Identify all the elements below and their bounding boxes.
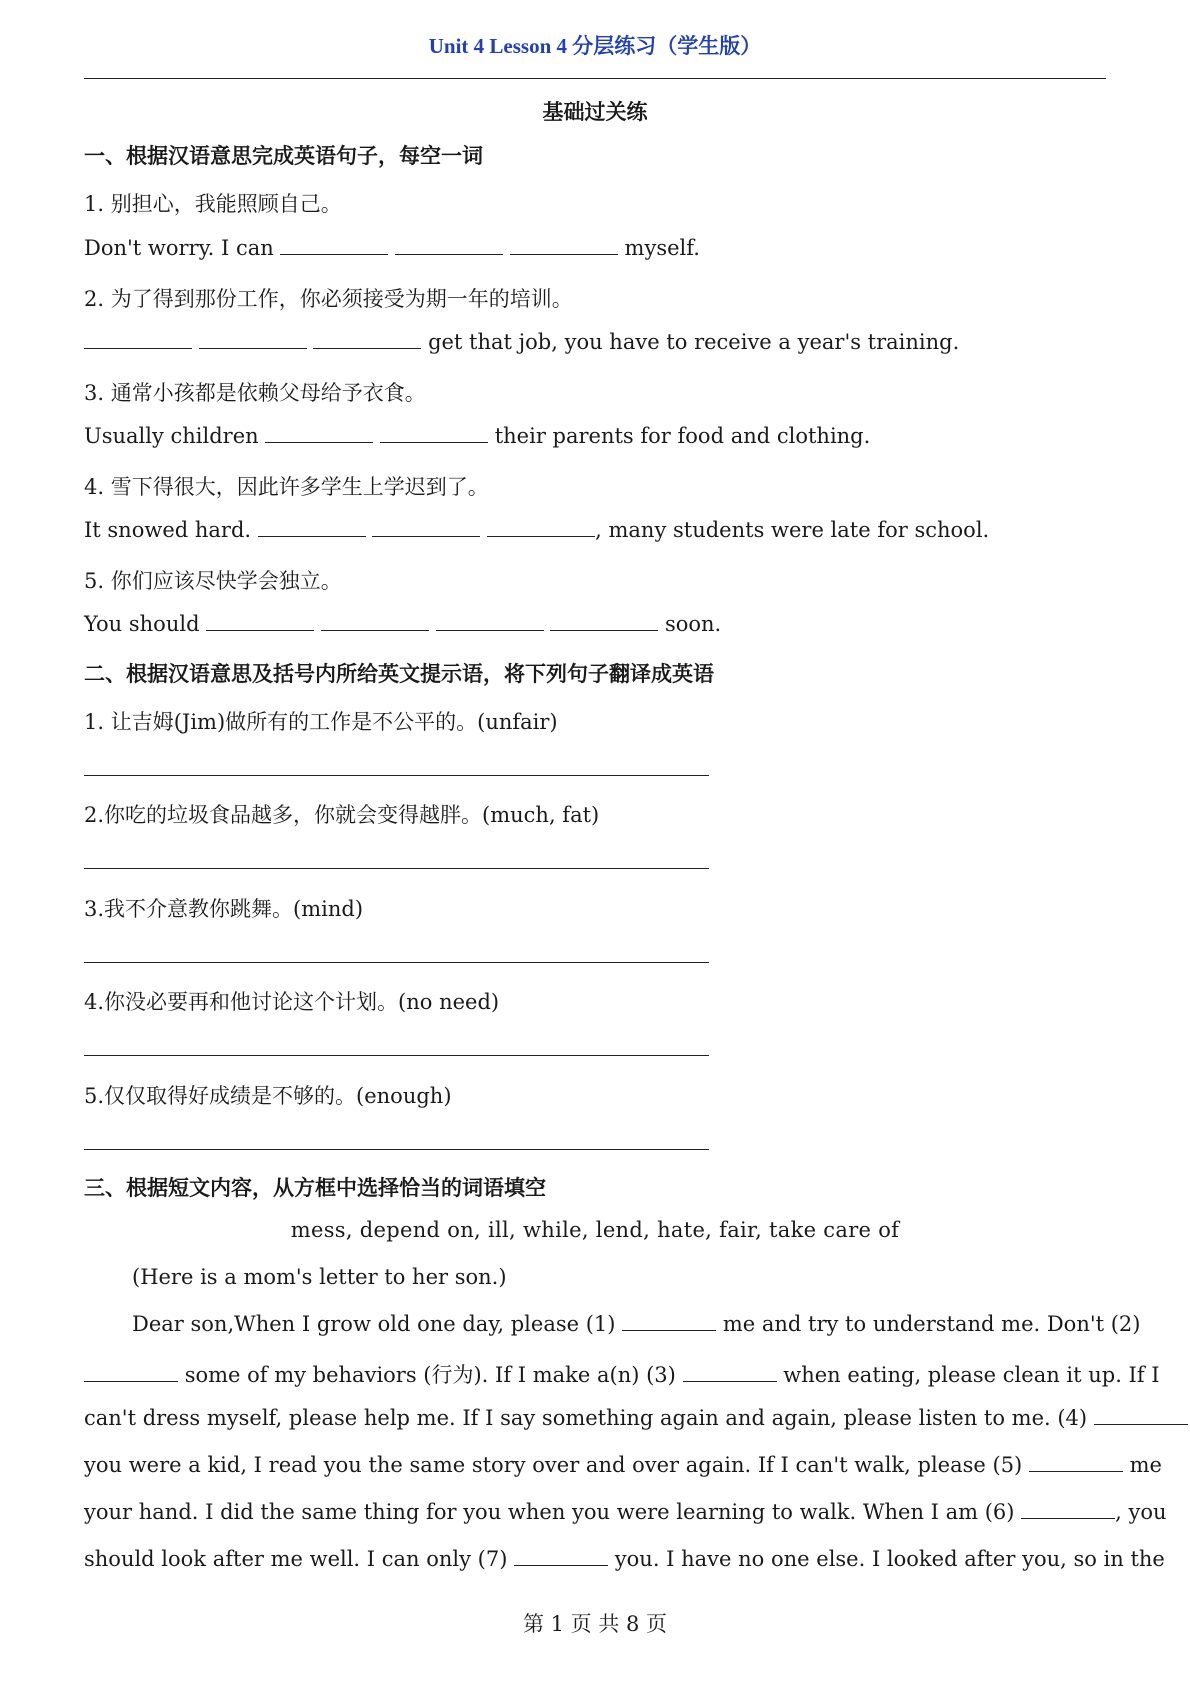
passage-line-5 xyxy=(84,1500,1167,1524)
passage-line-1 xyxy=(132,1312,1140,1336)
answer-blank[interactable] xyxy=(258,520,366,537)
answer-blank[interactable] xyxy=(436,614,544,631)
passage-text: your hand. I did the same thing for you when you were learning to walk. When I am (6) xyxy=(84,1500,1015,1524)
answer-blank[interactable] xyxy=(84,332,192,349)
passage-text: you. I have no one else. I looked after you, so in the xyxy=(614,1547,1165,1571)
s1-q1-post: myself. xyxy=(624,236,700,260)
answer-blank[interactable] xyxy=(487,520,595,537)
header-title: Unit 4 Lesson 4 分层练习（学生版） xyxy=(428,34,762,58)
answer-line[interactable] xyxy=(84,868,709,869)
s1-q3-en xyxy=(84,424,870,448)
answer-blank[interactable] xyxy=(510,238,618,255)
answer-blank[interactable] xyxy=(1029,1455,1123,1472)
passage-text: can't dress myself, please help me. If I say something again and again, please listen to me. (4) xyxy=(84,1406,1088,1430)
passage-text: some of my behaviors (行为). If I make a(n) (3) xyxy=(184,1363,676,1387)
word-bank: mess, depend on, ill, while, lend, hate, fair, take care of xyxy=(290,1218,900,1242)
s1-q2-cn: 2. 为了得到那份工作，你必须接受为期一年的培训。 xyxy=(84,287,573,311)
answer-blank[interactable] xyxy=(550,614,658,631)
answer-blank[interactable] xyxy=(84,1365,178,1382)
answer-blank[interactable] xyxy=(265,426,373,443)
section1-heading: 一、根据汉语意思完成英语句子，每空一词 xyxy=(84,144,483,168)
passage-text: me xyxy=(1129,1453,1162,1477)
passage-text: me and try to understand me. Don't (2) xyxy=(722,1312,1141,1336)
answer-line[interactable] xyxy=(84,962,709,963)
s2-q4: 4.你没必要再和他讨论这个计划。(no need) xyxy=(84,990,500,1014)
answer-line[interactable] xyxy=(84,1149,709,1150)
passage-line-6 xyxy=(84,1547,1165,1571)
passage-text: Dear son,When I grow old one day, please (1) xyxy=(132,1312,616,1336)
header-divider xyxy=(84,78,1106,79)
s1-q4-en xyxy=(84,518,989,542)
answer-blank[interactable] xyxy=(514,1549,608,1566)
answer-blank[interactable] xyxy=(683,1365,777,1382)
s1-q2-post: get that job, you have to receive a year's training. xyxy=(428,330,960,354)
answer-blank[interactable] xyxy=(372,520,480,537)
passage-line-4 xyxy=(84,1453,1162,1477)
section2-heading: 二、根据汉语意思及括号内所给英文提示语，将下列句子翻译成英语 xyxy=(84,662,714,686)
s1-q4-cn: 4. 雪下得很大，因此许多学生上学迟到了。 xyxy=(84,475,489,499)
s1-q5-en xyxy=(84,612,721,636)
s1-q5-cn: 5. 你们应该尽快学会独立。 xyxy=(84,569,342,593)
answer-blank[interactable] xyxy=(321,614,429,631)
s2-q5: 5.仅仅取得好成绩是不够的。(enough) xyxy=(84,1084,452,1108)
s1-q1-pre: Don't worry. I can xyxy=(84,236,274,260)
page-number: 第 1 页 共 8 页 xyxy=(522,1612,668,1636)
s2-q3: 3.我不介意教你跳舞。(mind) xyxy=(84,897,364,921)
s1-q3-pre: Usually children xyxy=(84,424,259,448)
s1-q1-en xyxy=(84,236,700,260)
answer-blank[interactable] xyxy=(1021,1502,1115,1519)
answer-blank[interactable] xyxy=(1094,1408,1188,1425)
passage-line-2 xyxy=(84,1359,1160,1389)
passage-text: , you xyxy=(1115,1500,1167,1524)
answer-line[interactable] xyxy=(84,775,709,776)
s1-q5-post: soon. xyxy=(664,612,722,636)
s1-q1-cn: 1. 别担心，我能照顾自己。 xyxy=(84,192,342,216)
letter-intro: (Here is a mom's letter to her son.) xyxy=(132,1265,507,1289)
subtitle: 基础过关练 xyxy=(542,99,648,124)
answer-blank[interactable] xyxy=(313,332,421,349)
s1-q5-pre: You should xyxy=(84,612,200,636)
s1-q4-post: , many students were late for school. xyxy=(595,518,990,542)
passage-text: when eating, please clean it up. If I xyxy=(783,1363,1160,1387)
answer-blank[interactable] xyxy=(280,238,388,255)
answer-blank[interactable] xyxy=(206,614,314,631)
answer-blank[interactable] xyxy=(199,332,307,349)
passage-text: should look after me well. I can only (7) xyxy=(84,1547,508,1571)
answer-blank[interactable] xyxy=(395,238,503,255)
s1-q2-en xyxy=(84,330,959,354)
section3-heading: 三、根据短文内容，从方框中选择恰当的词语填空 xyxy=(84,1176,546,1200)
passage-text: you were a kid, I read you the same story over and over again. If I can't walk, please (5) xyxy=(84,1453,1023,1477)
s1-q3-cn: 3. 通常小孩都是依赖父母给予衣食。 xyxy=(84,381,426,405)
passage-line-3 xyxy=(84,1406,1188,1430)
s2-q1: 1. 让吉姆(Jim)做所有的工作是不公平的。(unfair) xyxy=(84,710,558,734)
s1-q3-post: their parents for food and clothing. xyxy=(494,424,871,448)
s1-q4-pre: It snowed hard. xyxy=(84,518,252,542)
s2-q2: 2.你吃的垃圾食品越多，你就会变得越胖。(much, fat) xyxy=(84,803,600,827)
answer-line[interactable] xyxy=(84,1055,709,1056)
answer-blank[interactable] xyxy=(380,426,488,443)
answer-blank[interactable] xyxy=(622,1314,716,1331)
